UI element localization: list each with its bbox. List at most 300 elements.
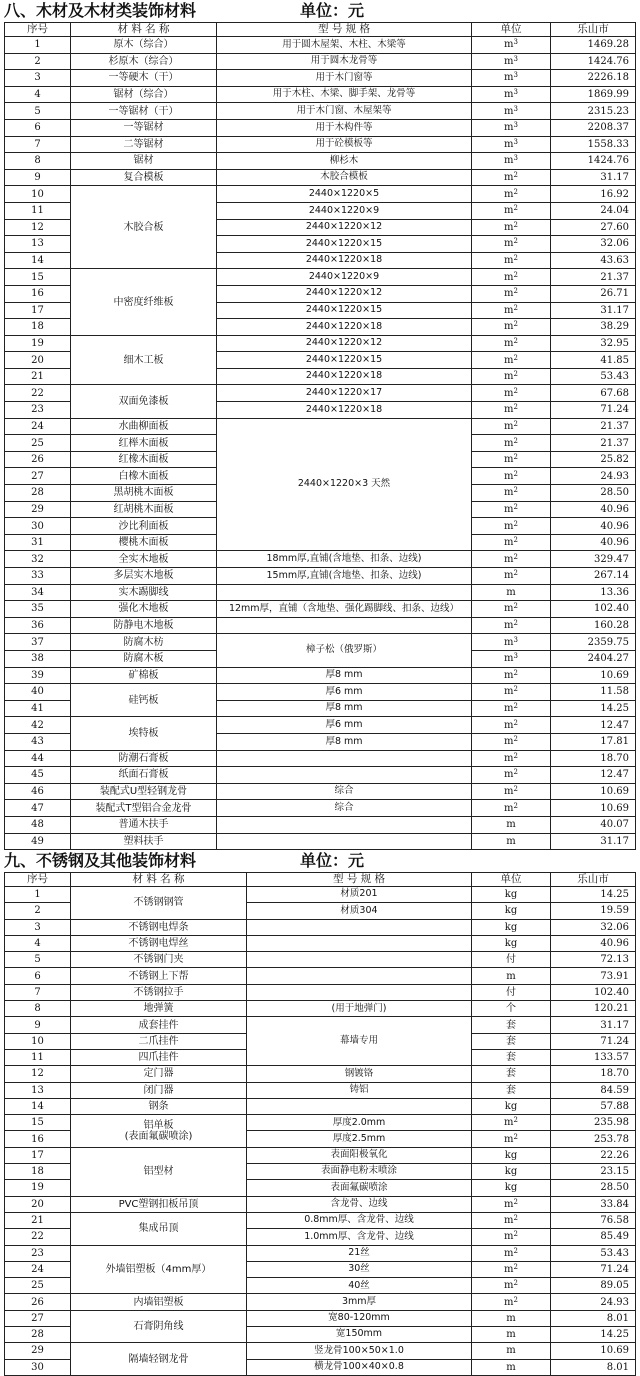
material-name [71,1343,247,1376]
unit-base: m [504,138,514,150]
unit-base: m [504,1296,514,1308]
unit-exponent: 2 [513,536,518,545]
price-leshan: 10.69 [551,667,636,684]
section-8-table [4,22,636,850]
price-leshan: 133.57 [551,1049,636,1065]
unit-exponent: 2 [513,171,518,180]
price-leshan: 21.37 [551,269,636,286]
material-name [71,53,217,70]
material-name [71,617,217,634]
unit-base: m [504,371,514,383]
row-number: 38 [5,650,71,667]
material-name [71,385,217,418]
table-row [5,269,636,286]
table-row [5,952,636,968]
spec: 柳杉木 [217,153,472,170]
row-number: 17 [5,1147,71,1163]
unit-exponent: 3 [513,88,518,97]
row-number: 11 [5,202,71,219]
price-leshan: 53.43 [551,1245,636,1261]
unit-base: m [504,238,514,250]
row-number: 20 [5,1196,71,1212]
unit [472,1310,551,1326]
material-name [71,451,217,468]
unit-base: 付 [506,954,516,966]
row-number: 2 [5,903,71,919]
material-name [71,750,217,767]
price-leshan: 25.82 [551,451,636,468]
row-number: 2 [5,53,71,70]
unit-exponent: 2 [513,718,518,727]
material-name [71,37,217,54]
header-spec: 型 号 规 格 [247,873,472,887]
material-name-text: 沙比利面板 [118,520,169,532]
unit-exponent: 2 [513,453,518,462]
row-number: 5 [5,103,71,120]
spec: 宽80-120mm [247,1310,472,1326]
unit-exponent: 2 [513,502,518,511]
spec: 厚度2.0mm [247,1115,472,1131]
unit-base: m [504,752,514,764]
price-leshan: 67.68 [551,385,636,402]
row-number: 24 [5,1261,71,1277]
table-row [5,1245,636,1261]
unit-exponent: 2 [513,602,518,611]
material-name [71,103,217,120]
spec: 2440×1220×17 [217,385,472,402]
spec [247,984,472,1000]
material-name-text: 木胶合板 [123,221,164,233]
unit-base: m [504,304,514,316]
price-leshan: 8.01 [551,1359,636,1375]
unit-base: m [504,255,514,267]
table-row [5,136,636,153]
row-number: 37 [5,634,71,651]
spec: 2440×1220×3 天然 [217,418,472,551]
spec: 竖龙骨100×50×1.0 [247,1343,472,1359]
material-name-text: 白橡木面板 [118,470,169,482]
price-leshan: 120.21 [551,1001,636,1017]
material-name-text: 杉原木（综合） [108,55,179,67]
material-name-text: 强化木地板 [118,603,169,615]
unit [472,684,551,701]
material-name-text: 二等锯材 [123,138,164,150]
unit [472,1212,551,1228]
unit-exponent: 2 [513,386,518,395]
spec: 含龙骨、边线 [247,1196,472,1212]
unit [472,816,551,833]
unit-exponent: 2 [513,204,518,213]
unit [472,501,551,518]
unit-base: 套 [506,1068,516,1080]
row-number: 8 [5,153,71,170]
unit-base: m [504,1247,514,1259]
row-number: 9 [5,169,71,186]
unit [472,402,551,419]
unit [472,335,551,352]
material-name-text: 黑胡桃木面板 [113,487,174,499]
price-leshan: 53.43 [551,368,636,385]
unit-exponent: 2 [513,1132,518,1141]
spec: 厚度2.5mm [247,1131,472,1147]
material-name-text: 双面免漆板 [118,396,169,408]
material-name [71,435,217,452]
material-name [71,418,217,435]
material-name [71,935,247,951]
price-leshan: 31.17 [551,169,636,186]
unit [472,617,551,634]
material-name [71,86,217,103]
material-name-text: 埃特板 [128,727,159,739]
price-leshan: 1869.99 [551,86,636,103]
unit [472,53,551,70]
table-row [5,750,636,767]
spec [247,919,472,935]
table-row [5,1310,636,1326]
spec: 用于圆木屋架、木柱、木梁等 [217,37,472,54]
unit-base: m [504,105,514,117]
header-row [5,873,636,887]
material-name [71,186,217,269]
price-leshan: 16.92 [551,186,636,203]
material-name-text: 铝单板 [143,1119,174,1131]
spec: 2440×1220×18 [217,319,472,336]
material-name-text: 成套挂件 [138,1019,179,1031]
unit-exponent: 2 [513,486,518,495]
material-name-text: 防潮石膏板 [118,752,169,764]
unit [472,650,551,667]
row-number: 19 [5,335,71,352]
unit [472,750,551,767]
row-number: 1 [5,37,71,54]
unit [472,468,551,485]
row-number: 43 [5,733,71,750]
unit-base: m [504,503,514,515]
unit [472,1261,551,1277]
unit [472,952,551,968]
material-name [71,1294,247,1310]
unit-base: m [506,835,516,847]
row-number: 16 [5,285,71,302]
table-row [5,1001,636,1017]
unit-base: m [504,653,514,665]
table-row [5,53,636,70]
unit [472,1131,551,1147]
material-name-text: 集成吊顶 [138,1223,179,1235]
row-number: 13 [5,236,71,253]
header-name: 材 料 名 称 [71,873,247,887]
unit-exponent: 2 [513,519,518,528]
material-name [71,518,217,535]
unit [472,1066,551,1082]
material-name-text: 普通木扶手 [118,819,169,831]
unit-base: m [504,454,514,466]
unit [472,169,551,186]
material-name-text: 原木（综合） [113,39,174,51]
unit-exponent: 2 [513,469,518,478]
spec [217,584,472,601]
spec: 用于木柱、木梁、脚手架、龙骨等 [217,86,472,103]
material-name [71,169,217,186]
price-leshan: 38.29 [551,319,636,336]
unit-exponent: 2 [513,336,518,345]
row-number: 36 [5,617,71,634]
spec [217,816,472,833]
material-name [71,119,217,136]
spec: 厚6 mm [217,684,472,701]
price-leshan: 102.40 [551,601,636,618]
unit-exponent: 2 [513,735,518,744]
unit [472,800,551,817]
row-number: 18 [5,319,71,336]
unit [472,518,551,535]
unit-base: 付 [506,986,516,998]
table-row [5,1343,636,1359]
material-name-text: 防腐木枋 [123,636,164,648]
table-row [5,783,636,800]
unit-exponent: 2 [513,320,518,329]
unit-exponent: 2 [513,353,518,362]
material-name-text: 细木工板 [123,354,164,366]
table-row [5,1082,636,1098]
unit [472,733,551,750]
material-name [71,551,217,568]
header-row [5,23,636,37]
spec [217,833,472,850]
price-leshan: 22.26 [551,1147,636,1163]
spec: 铸铝 [247,1082,472,1098]
price-leshan: 26.71 [551,285,636,302]
spec [217,767,472,784]
unit-base: m [504,1117,514,1129]
unit-base: m [504,769,514,781]
table-row [5,717,636,734]
header-no: 序号 [5,23,71,37]
spec: 横龙骨100×40×0.8 [247,1359,472,1375]
material-name [71,485,217,502]
unit-exponent: 3 [513,635,518,644]
table-row [5,418,636,435]
price-leshan: 41.85 [551,352,636,369]
unit-base: m [506,1312,516,1324]
price-leshan: 235.98 [551,1115,636,1131]
row-number: 7 [5,984,71,1000]
spec: 幕墙专用 [247,1017,472,1066]
unit-base: m [504,669,514,681]
unit-exponent: 2 [513,1279,518,1288]
unit-base: m [504,703,514,715]
unit-exponent: 3 [513,154,518,163]
unit-base: m [504,570,514,582]
material-name [71,1082,247,1098]
unit-exponent: 2 [513,702,518,711]
price-leshan: 1424.76 [551,153,636,170]
unit [472,319,551,336]
material-name [71,1212,247,1245]
price-leshan: 27.60 [551,219,636,236]
unit [472,1245,551,1261]
price-leshan: 76.58 [551,1212,636,1228]
unit-exponent: 3 [513,71,518,80]
unit-base: kg [504,921,518,933]
spec: 12mm厚，直铺（含地垫、强化踢脚线、扣条、边线） [217,601,472,618]
price-leshan: 72.13 [551,952,636,968]
price-leshan: 14.25 [551,887,636,903]
material-name-text: 内墙铝塑板 [133,1296,184,1308]
row-number: 32 [5,551,71,568]
price-leshan: 2208.37 [551,119,636,136]
material-name [71,1196,247,1212]
spec: 0.8mm厚、含龙骨、边线 [247,1212,472,1228]
unit-base: m [506,819,516,831]
unit-base: kg [504,905,518,917]
unit-base: m [504,520,514,532]
row-number: 14 [5,1098,71,1114]
header-name: 材 料 名 称 [71,23,217,37]
spec: 表面阳极氧化 [247,1147,472,1163]
row-number: 28 [5,485,71,502]
price-leshan: 10.69 [551,1343,636,1359]
unit [472,285,551,302]
unit-base: m [504,786,514,798]
spec [247,935,472,951]
price-leshan: 8.01 [551,1310,636,1326]
price-leshan: 31.17 [551,302,636,319]
section-9-unit-label: 单位：元 [300,851,365,870]
spec: 表面静电粉末喷涂 [247,1164,472,1180]
unit-base: m [504,470,514,482]
unit-exponent: 3 [513,54,518,63]
spec: 2440×1220×12 [217,219,472,236]
row-number: 9 [5,1017,71,1033]
unit-base: m [504,72,514,84]
unit [472,551,551,568]
unit-exponent: 2 [513,436,518,445]
unit-exponent: 2 [513,237,518,246]
material-name-text: 不锈钢电焊条 [128,921,189,933]
price-leshan: 18.70 [551,750,636,767]
unit [472,1278,551,1294]
unit-exponent: 2 [513,1262,518,1271]
unit [472,252,551,269]
unit [472,418,551,435]
unit [472,903,551,919]
material-name-text: PVC塑钢扣板吊顶 [118,1198,199,1210]
material-name [71,1245,247,1294]
unit-base: m [504,205,514,217]
material-name-text: 外墙铝塑板（4mm厚） [105,1263,212,1275]
unit-exponent: 3 [513,121,518,130]
unit [472,485,551,502]
row-number: 24 [5,418,71,435]
row-number: 22 [5,385,71,402]
row-number: 26 [5,451,71,468]
material-name-text: 红胡桃木面板 [113,503,174,515]
unit-base: kg [504,1101,518,1112]
unit [472,219,551,236]
spec: 厚6 mm [217,717,472,734]
unit-base: m [504,271,514,283]
material-name-text: 一等锯材（干） [108,105,179,117]
table-row [5,984,636,1000]
material-name [71,952,247,968]
price-leshan: 32.06 [551,919,636,935]
row-number: 13 [5,1082,71,1098]
unit [472,717,551,734]
table-row [5,1098,636,1114]
unit-base: m [504,1263,514,1275]
row-number: 42 [5,717,71,734]
unit-base: m [504,221,514,233]
price-leshan: 2226.18 [551,70,636,87]
unit-exponent: 2 [513,187,518,196]
unit [472,302,551,319]
material-name-text: 纸面石膏板 [118,769,169,781]
unit-base: m [506,1361,516,1373]
material-name [71,1147,247,1196]
price-leshan: 71.24 [551,1261,636,1277]
row-number: 27 [5,1310,71,1326]
price-leshan: 160.28 [551,617,636,634]
unit-exponent: 3 [513,38,518,47]
material-name [71,783,217,800]
unit-base: m [504,288,514,300]
material-name [71,501,217,518]
unit [472,1147,551,1163]
row-number: 30 [5,1359,71,1375]
row-number: 45 [5,767,71,784]
material-name [71,887,247,920]
table-row [5,86,636,103]
material-name [71,833,217,850]
unit [472,202,551,219]
row-number: 14 [5,252,71,269]
spec [247,1098,472,1114]
row-number: 11 [5,1049,71,1065]
table-row [5,153,636,170]
unit [472,70,551,87]
unit-base: 套 [506,1052,516,1064]
price-leshan: 40.96 [551,534,636,551]
unit [472,833,551,850]
material-name-text: 塑料扶手 [123,835,164,847]
price-leshan: 11.58 [551,684,636,701]
unit [472,1049,551,1065]
spec: 2440×1220×18 [217,368,472,385]
material-name-note: (表面氟碳喷涂) [124,1130,193,1142]
material-name-text: 铝型材 [143,1166,174,1178]
unit-base: m [504,404,514,416]
header-price: 乐山市 [551,873,636,887]
row-number: 39 [5,667,71,684]
row-number: 46 [5,783,71,800]
table-row [5,816,636,833]
unit [472,103,551,120]
material-name-text: 硅钙板 [128,694,159,706]
unit-base: m [504,337,514,349]
unit-base: m [504,603,514,615]
price-leshan: 40.96 [551,518,636,535]
unit [472,584,551,601]
material-name [71,269,217,335]
table-row [5,617,636,634]
unit [472,186,551,203]
spec: 2440×1220×18 [217,402,472,419]
material-name [71,468,217,485]
unit-exponent: 2 [513,1116,518,1125]
material-name-text: 四爪挂件 [138,1052,179,1064]
spec: 2440×1220×9 [217,202,472,219]
